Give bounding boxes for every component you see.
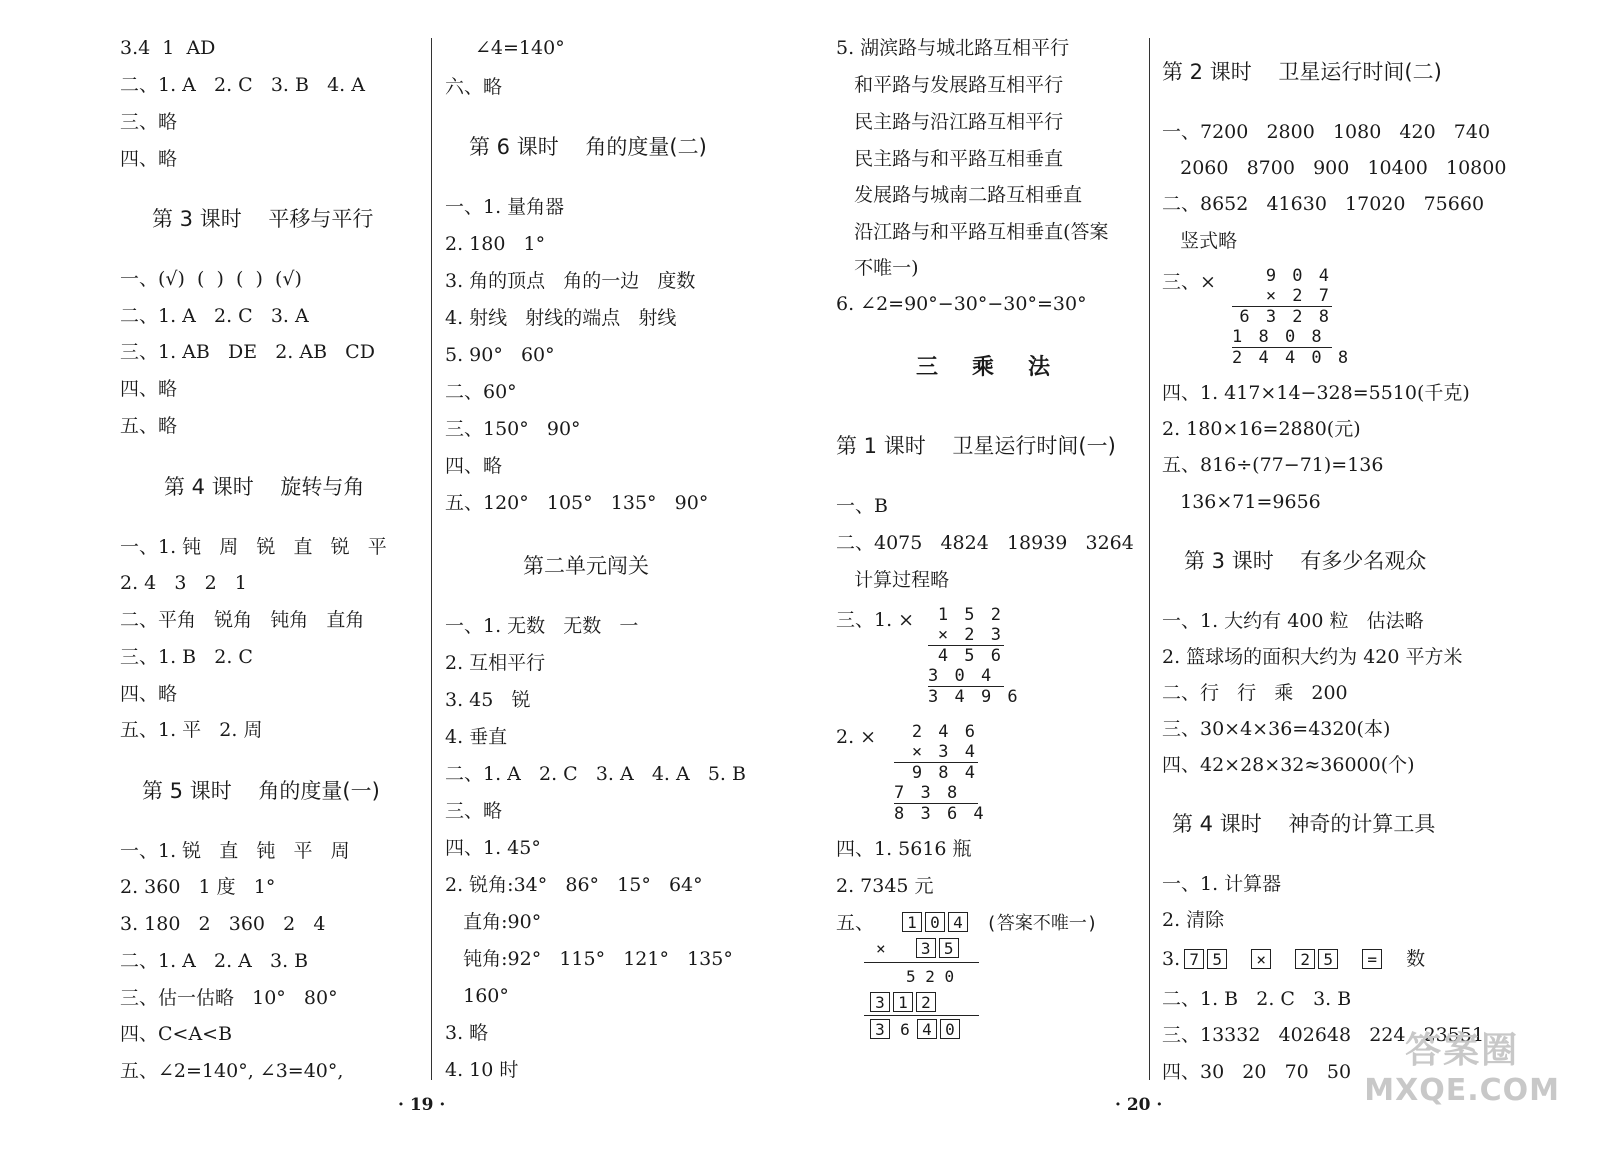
answer-line: 四、30 20 70 50 — [1162, 1061, 1352, 1083]
puzzle-rule — [864, 962, 979, 963]
section-title-lesson-4: 第 4 课时 神奇的计算工具 — [1172, 812, 1436, 836]
vertical-multiplication-3 — [1232, 266, 1352, 368]
answer-label: 3. — [1162, 948, 1181, 970]
answer-label: 2. × — [836, 726, 877, 748]
watermark-logo — [1364, 1022, 1560, 1108]
answer-line: 二、1. A 2. C 3. A — [120, 305, 309, 327]
answer-line: 三、略 — [445, 800, 503, 822]
answer-line: 直角:90° — [445, 911, 542, 933]
puzzle-digit: 6 — [900, 1020, 910, 1039]
calc-row: 7 3 8 — [894, 783, 978, 804]
calc-row: 9 8 4 — [911, 763, 978, 783]
answer-line: 四、略 — [120, 148, 178, 170]
answer-line: 民主路与和平路互相垂直 — [836, 148, 1064, 170]
answer-line: 一、1. 大约有 400 粒 估法略 — [1162, 610, 1424, 632]
answer-line: 2. 互相平行 — [445, 652, 546, 674]
answer-line: 4. 垂直 — [445, 726, 508, 748]
puzzle-box: 4 — [917, 1019, 937, 1039]
page-number-right: · 20 · — [1115, 1095, 1163, 1115]
section-title-lesson-4: 第 4 课时 旋转与角 — [164, 475, 365, 499]
answer-line: 二、8652 41630 17020 75660 — [1162, 193, 1485, 215]
answer-line: 一、1. 量角器 — [445, 196, 565, 218]
answer-line: 沿江路与和平路互相垂直(答案 — [836, 221, 1109, 243]
puzzle-row — [870, 992, 939, 1012]
answer-line: 3. 角的顶点 角的一边 度数 — [445, 270, 696, 292]
calc-row: 9 0 4 — [1265, 266, 1332, 286]
answer-line: 三、13332 402648 224 23551 — [1162, 1024, 1485, 1046]
answer-line: 一、1. 锐 直 钝 平 周 — [120, 840, 350, 862]
answer-line: 5. 90° 60° — [445, 344, 555, 366]
answer-line: 和平路与发展路互相平行 — [836, 74, 1064, 96]
answer-line: 6. ∠2=90°−30°−30°=30° — [836, 293, 1087, 315]
answer-line: 136×71=9656 — [1162, 491, 1321, 513]
answer-line: 一、1. 无数 无数 一 — [445, 615, 639, 637]
answer-line: 4. 射线 射线的端点 射线 — [445, 307, 677, 329]
column-divider-right — [1149, 38, 1150, 1080]
calc-row: 8 3 6 4 — [894, 804, 987, 824]
answer-line: 四、略 — [445, 455, 503, 477]
answer-line: 3. 45 锐 — [445, 689, 531, 711]
answer-line: 三、略 — [120, 111, 178, 133]
answer-line: 三、1. B 2. C — [120, 646, 253, 668]
puzzle-box: 3 — [870, 1019, 890, 1039]
answer-line: 民主路与沿江路互相平行 — [836, 111, 1064, 133]
calc-row: 2 4 6 — [911, 722, 978, 742]
puzzle-note: (答案不唯一) — [986, 913, 1098, 934]
answer-line: 二、4075 4824 18939 3264 — [836, 532, 1134, 554]
vertical-multiplication-2 — [894, 722, 987, 824]
calc-row: 4 5 6 — [937, 646, 1004, 666]
key-seven: 7 — [1184, 949, 1204, 969]
answer-line: 四、略 — [120, 378, 178, 400]
answer-line: 竖式略 — [1162, 230, 1238, 252]
calc-row: × 3 4 — [894, 742, 978, 763]
puzzle-box: 0 — [940, 1019, 960, 1039]
puzzle-row — [902, 912, 971, 932]
section-title-lesson-3: 第 3 课时 有多少名观众 — [1184, 549, 1427, 573]
answer-line: 2. 4 3 2 1 — [120, 572, 247, 594]
section-title-lesson-5: 第 5 课时 角的度量(一) — [142, 779, 380, 803]
answer-line: 四、1. 5616 瓶 — [836, 838, 972, 860]
puzzle-box: 1 — [893, 992, 913, 1012]
multiplication-puzzle — [864, 912, 1098, 1042]
section-title-lesson-3: 第 3 课时 平移与平行 — [152, 207, 374, 231]
answer-line: 5. 湖滨路与城北路互相平行 — [836, 37, 1070, 59]
calculator-key-sequence — [1162, 947, 1425, 971]
answer-line: 一、B — [836, 495, 888, 517]
answer-line: 3.4 1 AD — [120, 37, 216, 59]
answer-label: 三、1. × — [836, 609, 915, 631]
times-sign: × — [876, 939, 886, 958]
answer-line: 一、1. 计算器 — [1162, 873, 1282, 895]
puzzle-row — [876, 938, 962, 958]
key-two: 2 — [1295, 949, 1315, 969]
section-title-unit-2: 第二单元闯关 — [523, 554, 649, 578]
answer-line: 三、150° 90° — [445, 418, 581, 440]
calc-row: 1 8 0 8 — [1232, 327, 1332, 348]
calc-row: 2 4 4 0 8 — [1232, 348, 1352, 368]
puzzle-box: 5 — [939, 938, 959, 958]
puzzle-box: 3 — [916, 938, 936, 958]
answer-line: 二、平角 锐角 钝角 直角 — [120, 609, 365, 631]
answer-line: 3. 略 — [445, 1022, 489, 1044]
answer-line: 五、略 — [120, 415, 178, 437]
answer-line: 二、1. B 2. C 3. B — [1162, 988, 1352, 1010]
answer-line: 六、略 — [445, 76, 503, 98]
answer-line: 2. 7345 元 — [836, 875, 934, 897]
answer-line: 一、1. 钝 周 锐 直 锐 平 — [120, 536, 387, 558]
answer-line: 三、30×4×36=4320(本) — [1162, 718, 1391, 740]
answer-line: 2. 180 1° — [445, 233, 546, 255]
watermark-url: MXQE.COM — [1364, 1073, 1560, 1108]
answer-line: 计算过程略 — [836, 569, 950, 591]
answer-line: 2060 8700 900 10400 10800 — [1162, 157, 1507, 179]
answer-line: 三、1. AB DE 2. AB CD — [120, 341, 375, 363]
watermark-text: 答案圈 — [1405, 1030, 1520, 1071]
answer-line: 五、120° 105° 135° 90° — [445, 492, 709, 514]
puzzle-box: 0 — [925, 912, 945, 932]
key-multiply: × — [1251, 949, 1271, 969]
answer-line: 五、∠2=140°, ∠3=40°, — [120, 1060, 344, 1082]
answer-line: 发展路与城南二路互相垂直 — [836, 184, 1083, 206]
answer-line: 3. 180 2 360 2 4 — [120, 913, 326, 935]
section-title-lesson-6: 第 6 课时 角的度量(二) — [469, 135, 707, 159]
calc-row: 3 4 9 6 — [928, 687, 1021, 707]
answer-line: 四、C<A<B — [120, 1023, 233, 1045]
answer-line: 二、60° — [445, 381, 517, 403]
answer-line: 一、7200 2800 1080 420 740 — [1162, 121, 1491, 143]
key-five: 5 — [1207, 949, 1227, 969]
unit-title-multiplication: 三乘法 — [916, 354, 1085, 380]
answer-line: 2. 清除 — [1162, 909, 1225, 931]
puzzle-box: 3 — [870, 992, 890, 1012]
answer-line: 一、(√) ( ) ( ) (√) — [120, 268, 302, 290]
column-divider-left — [431, 38, 432, 1080]
answer-line: 五、1. 平 2. 周 — [120, 719, 263, 741]
section-title-lesson-1: 第 1 课时 卫星运行时间(一) — [836, 434, 1116, 458]
answer-line: 二、1. A 2. A 3. B — [120, 950, 309, 972]
answer-line: 二、行 行 乘 200 — [1162, 682, 1348, 704]
puzzle-box: 4 — [948, 912, 968, 932]
puzzle-row: 5 2 0 — [906, 967, 955, 986]
answer-line: 钝角:92° 115° 121° 135° — [445, 948, 733, 970]
answer-line: 不唯一) — [836, 257, 919, 279]
answer-line: 五、816÷(77−71)=136 — [1162, 454, 1384, 476]
puzzle-row — [870, 1019, 963, 1039]
answer-line: 2. 360 1 度 1° — [120, 876, 276, 898]
answer-line: 四、42×28×32≈36000(个) — [1162, 754, 1415, 776]
answer-line: 2. 180×16=2880(元) — [1162, 418, 1361, 440]
answer-suffix: 数 — [1406, 948, 1426, 970]
answer-line: ∠4=140° — [475, 37, 565, 59]
answer-label: 三、× — [1162, 271, 1216, 293]
answer-line: 160° — [445, 985, 509, 1007]
calc-row: 6 3 2 8 — [1239, 307, 1332, 327]
calc-row: × 2 7 — [1232, 286, 1332, 307]
puzzle-rule — [864, 1015, 979, 1016]
calc-row: 3 0 4 — [928, 666, 1004, 687]
section-title-lesson-2: 第 2 课时 卫星运行时间(二) — [1162, 60, 1442, 84]
answer-label: 五、 — [836, 912, 875, 934]
answer-line: 4. 10 时 — [445, 1059, 519, 1081]
answer-line: 四、1. 45° — [445, 837, 541, 859]
calc-row: 1 5 2 — [937, 605, 1004, 625]
key-five: 5 — [1318, 949, 1338, 969]
calc-row: × 2 3 — [928, 625, 1004, 646]
answer-line: 四、1. 417×14−328=5510(千克) — [1162, 382, 1470, 404]
answer-line: 二、1. A 2. C 3. A 4. A 5. B — [445, 763, 746, 785]
puzzle-box: 2 — [916, 992, 936, 1012]
page-number-left: · 19 · — [398, 1095, 446, 1115]
answer-line: 二、1. A 2. C 3. B 4. A — [120, 74, 365, 96]
answer-line: 2. 锐角:34° 86° 15° 64° — [445, 874, 703, 896]
answer-line: 2. 篮球场的面积大约为 420 平方米 — [1162, 646, 1463, 668]
answer-line: 四、略 — [120, 683, 178, 705]
vertical-multiplication-1 — [928, 605, 1021, 707]
answer-line: 三、估一估略 10° 80° — [120, 987, 338, 1009]
puzzle-box: 1 — [902, 912, 922, 932]
key-equals: = — [1362, 949, 1382, 969]
